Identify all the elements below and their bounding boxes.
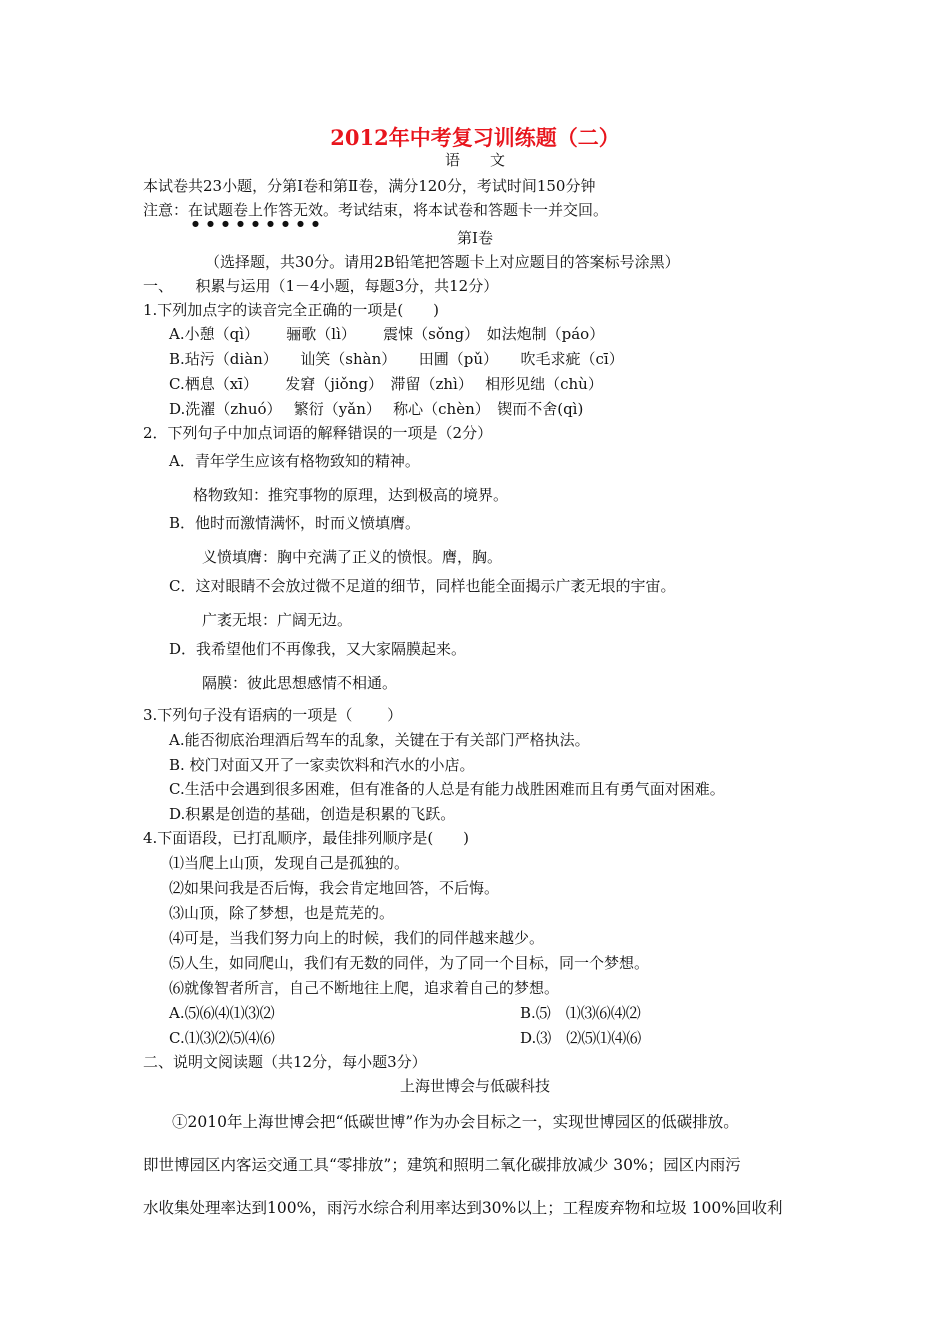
- q4-option-b: B.⑸ ⑴⑶⑹⑷⑵: [520, 1004, 641, 1022]
- q4-sentence-6: ⑹就像智者所言，自己不断地往上爬，追求着自己的梦想。: [169, 979, 560, 997]
- q1-stem: 1.下列加点字的读音完全正确的一项是( ): [143, 301, 440, 319]
- q3-stem: 3.下列句子没有语病的一项是（ ）: [143, 706, 403, 724]
- q4-sentence-3: ⑶山顶，除了梦想，也是荒芜的。: [169, 904, 395, 922]
- subject-label: 语 文: [444, 151, 505, 169]
- q3-option-a: A.能否彻底治理酒后驾车的乱象，关键在于有关部门严格执法。: [169, 731, 590, 749]
- q2-option-a-explanation: 格物致知：推究事物的原理，达到极高的境界。: [193, 486, 509, 504]
- part1-description: （选择题，共30分。请用2B铅笔把答题卡上对应题目的答案标号涂黑）: [205, 253, 680, 271]
- article-paragraph-line-1: ①2010年上海世博会把“低碳世博”作为办会目标之一，实现世博园区的低碳排放。: [172, 1113, 739, 1131]
- article-paragraph-line-2: 即世博园区内客运交通工具“零排放”；建筑和照明二氧化碳排放减少 30%；园区内雨污: [143, 1156, 741, 1174]
- q3-option-b: B. 校门对面又开了一家卖饮料和汽水的小店。: [169, 756, 475, 774]
- q2-option-a: A．青年学生应该有格物致知的精神。: [169, 452, 420, 470]
- intro-text: 本试卷共23小题，分第Ⅰ卷和第Ⅱ卷，满分120分，考试时间150分钟: [143, 177, 596, 195]
- section1-heading: 一、 积累与运用（1－4小题，每题3分，共12分）: [143, 277, 499, 295]
- article-paragraph-line-3: 水收集处理率达到100%，雨污水综合利用率达到30%以上；工程废弃物和垃圾 100%回收利: [143, 1199, 783, 1217]
- q2-option-c: C．这对眼睛不会放过微不足道的细节，同样也能全面揭示广袤无垠的宇宙。: [169, 577, 676, 595]
- q4-sentence-4: ⑷可是，当我们努力向上的时候，我们的同伴越来越少。: [169, 929, 545, 947]
- notice-text: [143, 200, 608, 228]
- page-title: 2012年中考复习训练题（二）: [330, 125, 620, 150]
- part1-title: 第Ⅰ卷: [457, 229, 493, 247]
- q4-option-c: C.⑴⑶⑵⑸⑷⑹: [169, 1029, 275, 1047]
- q1-option-a: A.小憩（qì） 骊歌（lì） 震悚（sǒng） 如法炮制（páo）: [169, 325, 605, 343]
- q1-option-c: C.栖息（xī） 发窘（jiǒng） 滞留（zhì） 相形见绌（chù）: [169, 375, 603, 393]
- notice-emphasis: 在试题卷上作答无效: [188, 201, 324, 219]
- q4-stem: 4.下面语段，已打乱顺序，最佳排列顺序是( ): [143, 829, 470, 847]
- q1-option-d: D.洗濯（zhuó） 繁衍（yǎn） 称心（chèn） 锲而不舍(qì): [169, 400, 584, 418]
- q2-stem: 2．下列句子中加点词语的解释错误的一项是（2分）: [143, 424, 493, 442]
- q2-option-c-explanation: 广袤无垠：广阔无边。: [202, 611, 353, 629]
- notice-prefix: 注意：: [143, 201, 189, 219]
- q2-option-b: B．他时而激情满怀，时而义愤填膺。: [169, 514, 421, 532]
- q4-option-a: A.⑸⑹⑷⑴⑶⑵: [169, 1004, 275, 1022]
- q2-option-d: D．我希望他们不再像我，又大家隔膜起来。: [169, 640, 467, 658]
- notice-suffix: 。考试结束，将本试卷和答题卡一并交回。: [323, 201, 609, 219]
- q2-option-b-explanation: 义愤填膺：胸中充满了正义的愤恨。膺，胸。: [202, 548, 503, 566]
- q4-option-d: D.⑶ ⑵⑸⑴⑷⑹: [520, 1029, 642, 1047]
- q4-sentence-1: ⑴当爬上山顶，发现自己是孤独的。: [169, 854, 410, 872]
- section2-heading: 二、说明文阅读题（共12分，每小题3分）: [143, 1053, 427, 1071]
- q1-option-b: B.玷污（diàn） 讪笑（shàn） 田圃（pǔ） 吹毛求疵（cī）: [169, 350, 624, 368]
- q3-option-c: C.生活中会遇到很多困难，但有准备的人总是有能力战胜困难而且有勇气面对困难。: [169, 780, 725, 798]
- q3-option-d: D.积累是创造的基础，创造是积累的飞跃。: [169, 805, 456, 823]
- q4-sentence-2: ⑵如果问我是否后悔，我会肯定地回答，不后悔。: [169, 879, 500, 897]
- q4-sentence-5: ⑸人生，如同爬山，我们有无数的同伴，为了同一个目标，同一个梦想。: [169, 954, 650, 972]
- article-title: 上海世博会与低碳科技: [399, 1077, 550, 1095]
- q2-option-d-explanation: 隔膜：彼此思想感情不相通。: [202, 674, 398, 692]
